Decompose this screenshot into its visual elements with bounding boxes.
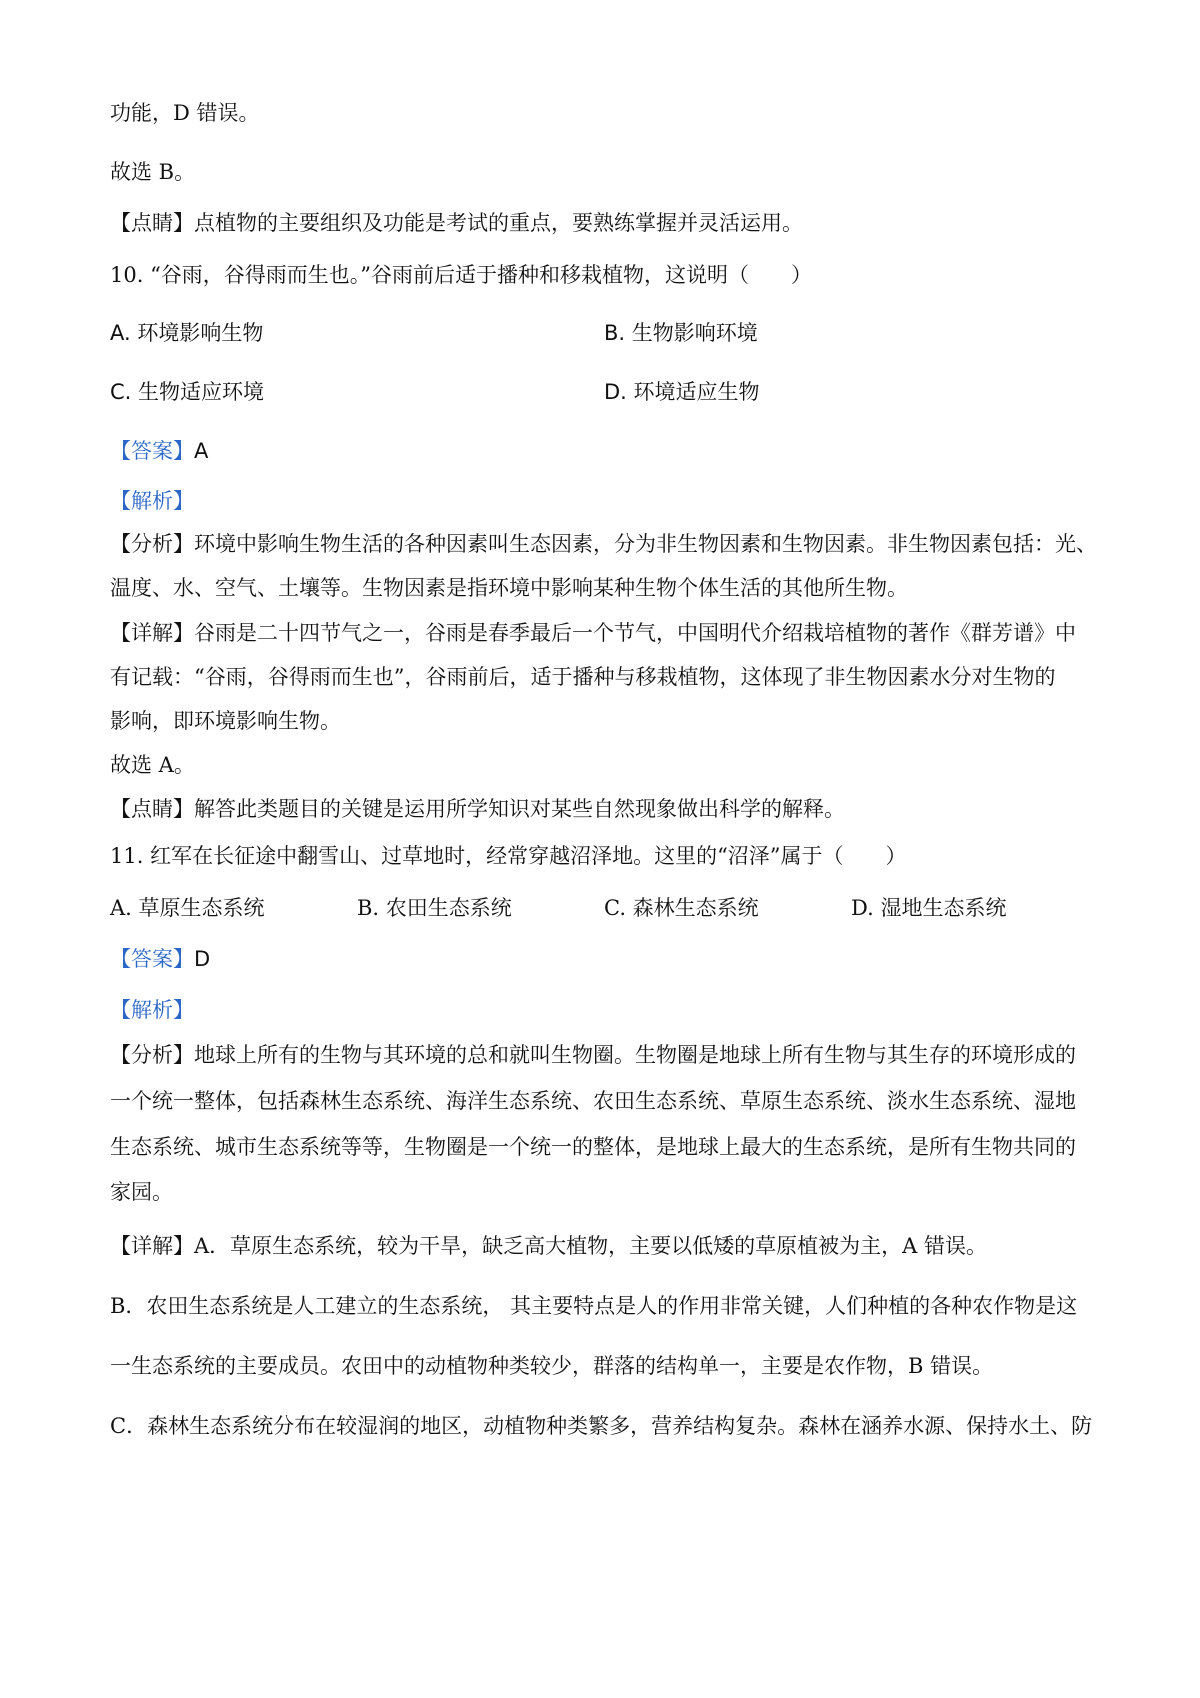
q10-key-point: 【点睛】解答此类题目的关键是运用所学知识对某些自然现象做出科学的解释。 — [110, 797, 845, 821]
q10-detail-line: 有记载：“谷雨，谷得雨而生也”，谷雨前后，适于播种与移栽植物，这体现了非生物因素水分对生物的 — [110, 665, 1056, 689]
q10-answer — [110, 436, 208, 466]
q11-analysis-line: 一个统一整体，包括森林生态系统、海洋生态系统、农田生态系统、草原生态系统、淡水生态系统、湿地 — [110, 1089, 1076, 1113]
q11-analysis-tag: 【解析】 — [110, 998, 194, 1022]
answer-value: D — [194, 947, 211, 971]
q10-analysis-line: 温度、水、空气、土壤等。生物因素是指环境中影响某种生物个体生活的其他所生物。 — [110, 576, 908, 600]
answer-value: A — [194, 439, 209, 463]
q11-option-c: C. 森林生态系统 — [604, 896, 759, 920]
q10-option-d: D. 环境适应生物 — [604, 380, 760, 404]
conclusion-line: 故选 B。 — [110, 160, 196, 184]
q11-option-a: A. 草原生态系统 — [110, 896, 265, 920]
q10-detail-line: 【详解】谷雨是二十四节气之一，谷雨是春季最后一个节气，中国明代介绍栽培植物的著作《群芳谱》中 — [110, 621, 1076, 645]
q11-analysis-line: 家园。 — [110, 1180, 173, 1204]
q10-option-c: C. 生物适应环境 — [110, 380, 265, 404]
q10-option-a: A. 环境影响生物 — [110, 321, 264, 345]
q11-analysis-line: 生态系统、城市生态系统等等，生物圈是一个统一的整体，是地球上最大的生态系统，是所有生物共同的 — [110, 1135, 1076, 1159]
q10-detail-line: 影响，即环境影响生物。 — [110, 709, 341, 733]
q11-answer — [110, 944, 210, 974]
question-11-stem: 11. 红军在长征途中翻雪山、过草地时，经常穿越沼泽地。这里的“沼泽”属于（ ） — [110, 844, 907, 868]
q11-detail-line: C．森林生态系统分布在较湿润的地区，动植物种类繁多，营养结构复杂。森林在涵养水源、保持水土、防 — [110, 1414, 1093, 1438]
q11-detail-line: 【详解】A．草原生态系统，较为干旱，缺乏高大植物，主要以低矮的草原植被为主，A 错误。 — [110, 1234, 988, 1258]
answer-tag: 【答案】 — [110, 947, 194, 971]
q11-option-d: D. 湿地生态系统 — [851, 896, 1007, 920]
text-line: 功能，D 错误。 — [110, 101, 260, 125]
q10-analysis-line: 【分析】环境中影响生物生活的各种因素叫生态因素，分为非生物因素和生物因素。非生物因素包括：光、 — [110, 532, 1097, 556]
answer-tag: 【答案】 — [110, 439, 194, 463]
q11-analysis-line: 【分析】地球上所有的生物与其环境的总和就叫生物圈。生物圈是地球上所有生物与其生存的环境形成的 — [110, 1043, 1076, 1067]
q10-option-b: B. 生物影响环境 — [604, 321, 758, 345]
q11-detail-line: 一生态系统的主要成员。农田中的动植物种类较少，群落的结构单一，主要是农作物，B 错误。 — [110, 1354, 994, 1378]
q11-detail-line: B．农田生态系统是人工建立的生态系统， 其主要特点是人的作用非常关键，人们种植的各种农作物是这 — [110, 1294, 1078, 1318]
q11-option-b: B. 农田生态系统 — [357, 896, 512, 920]
key-point-line: 【点睛】点植物的主要组织及功能是考试的重点，要熟练掌握并灵活运用。 — [110, 211, 803, 235]
q10-analysis-tag: 【解析】 — [110, 489, 194, 513]
q10-conclusion: 故选 A。 — [110, 753, 195, 777]
question-10-stem: 10. “谷雨，谷得雨而生也。”谷雨前后适于播种和移栽植物，这说明（ ） — [110, 263, 813, 287]
